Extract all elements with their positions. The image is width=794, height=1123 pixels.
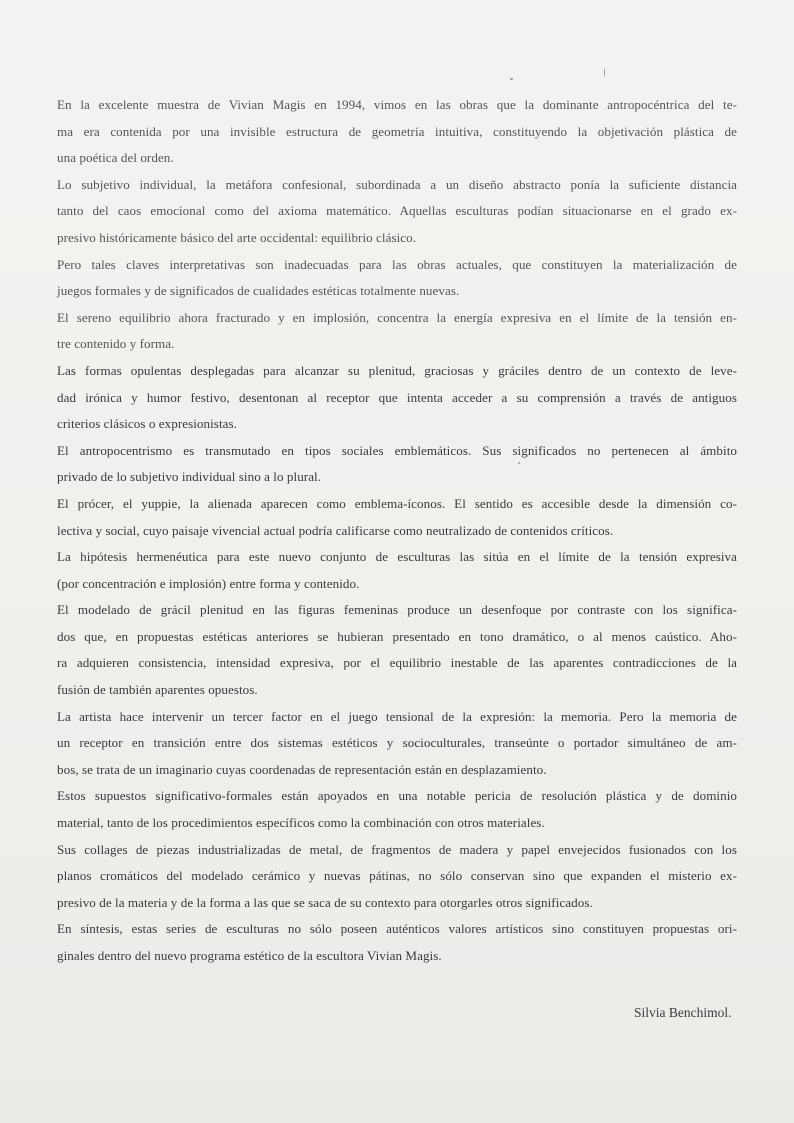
- text-line: fusión de también aparentes opuestos.: [57, 682, 258, 698]
- body-text: [57, 92, 737, 970]
- text-line: ra adquieren consistencia, intensidad expresiva, por el equilibrio inestable de las aparentes contradicciones de la: [57, 655, 737, 671]
- text-line: El prócer, el yuppie, la alienada aparecen como emblema-íconos. El sentido es accesible desde la dimensión co-: [57, 495, 737, 511]
- author-signature: Silvia Benchimol.: [634, 1005, 732, 1020]
- text-line: dos que, en propuestas estéticas anteriores se hubieran presentado en tono dramático, o al menos caústico. Aho-: [57, 628, 737, 644]
- text-line: ginales dentro del nuevo programa estético de la escultora Vivian Magis.: [57, 948, 442, 963]
- text-line: material, tanto de los procedimientos específicos como la combinación con otros materiales.: [57, 815, 545, 831]
- text-line: El sereno equilibrio ahora fracturado y en implosión, concentra la energía expresiva en el límite de la tensión en-: [57, 309, 737, 325]
- text-line: juegos formales y de significados de cualidades estéticas totalmente nuevas.: [57, 283, 460, 299]
- text-line: Sus collages de piezas industrializadas de metal, de fragmentos de madera y papel envejecidos fusionados con los: [57, 841, 737, 857]
- text-line: lectiva y social, cuyo paisaje vivencial actual podría calificarse como neutralizado de contenidos críticos.: [57, 522, 614, 538]
- text-line: El antropocentrismo es transmutado en tipos sociales emblemáticos. Sus significados no pertenecen al ámbito: [57, 442, 737, 458]
- text-line: Lo subjetivo individual, la metáfora confesional, subordinada a un diseño abstracto ponía la suficiente distancia: [57, 176, 737, 192]
- text-line: Las formas opulentas desplegadas para alcanzar su plenitud, graciosas y gráciles dentro de un contexto de leve-: [57, 362, 737, 378]
- text-line: tanto del caos emocional como del axioma matemático. Aquellas esculturas podían situacionarse en el grado ex-: [57, 203, 737, 219]
- text-line: ma era contenida por una invisible estructura de geometría intuitiva, constituyendo la objetivación plástica de: [57, 123, 737, 139]
- paper-speck: [604, 68, 605, 77]
- text-line: En la excelente muestra de Vivian Magis en 1994, vimos en las obras que la dominante antropocéntrica del te-: [57, 97, 737, 112]
- text-line: (por concentración e implosión) entre forma y contenido.: [57, 575, 360, 591]
- text-line: privado de lo subjetivo individual sino a lo plural.: [57, 469, 322, 485]
- text-line: presivo históricamente básico del arte occidental: equilibrio clásico.: [57, 229, 417, 245]
- text-line: La hipótesis hermenéutica para este nuevo conjunto de esculturas las sitúa en el límite de la tensión expresiva: [57, 549, 737, 565]
- text-line: presivo de la materia y de la forma a las que se saca de su contexto para otorgarles otros significados.: [57, 894, 593, 910]
- text-line: planos cromáticos del modelado cerámico y nuevas pátinas, no sólo conservan sino que expanden el misterio ex-: [57, 868, 737, 884]
- text-line: tre contenido y forma.: [57, 336, 175, 352]
- text-line: una poética del orden.: [57, 150, 174, 166]
- text-line: Estos supuestos significativo-formales están apoyados en una notable pericia de resolución plástica y de dominio: [57, 788, 737, 804]
- text-line: Pero tales claves interpretativas son inadecuadas para las obras actuales, que constituyen la materialización de: [57, 256, 737, 272]
- text-line: El modelado de grácil plenitud en las figuras femeninas produce un desenfoque por contraste con los significa-: [57, 602, 737, 618]
- text-line: criterios clásicos o expresionistas.: [57, 416, 237, 432]
- text-line: bos, se trata de un imaginario cuyas coordenadas de representación están en desplazamiento.: [57, 761, 547, 777]
- paper-speck: [510, 78, 513, 80]
- text-line: dad irónica y humor festivo, desentonan al receptor que intenta acceder a su comprensión a través de antiguos: [57, 389, 737, 405]
- text-line: un receptor en transición entre dos sistemas estéticos y socioculturales, transeúnte o portador simultáneo de am-: [57, 735, 737, 751]
- text-line: En síntesis, estas series de esculturas no sólo poseen auténticos valores artísticos sino constituyen propuestas ori-: [57, 921, 737, 937]
- text-line: La artista hace intervenir un tercer factor en el juego tensional de la expresión: la memoria. Pero la memoria de: [57, 708, 737, 724]
